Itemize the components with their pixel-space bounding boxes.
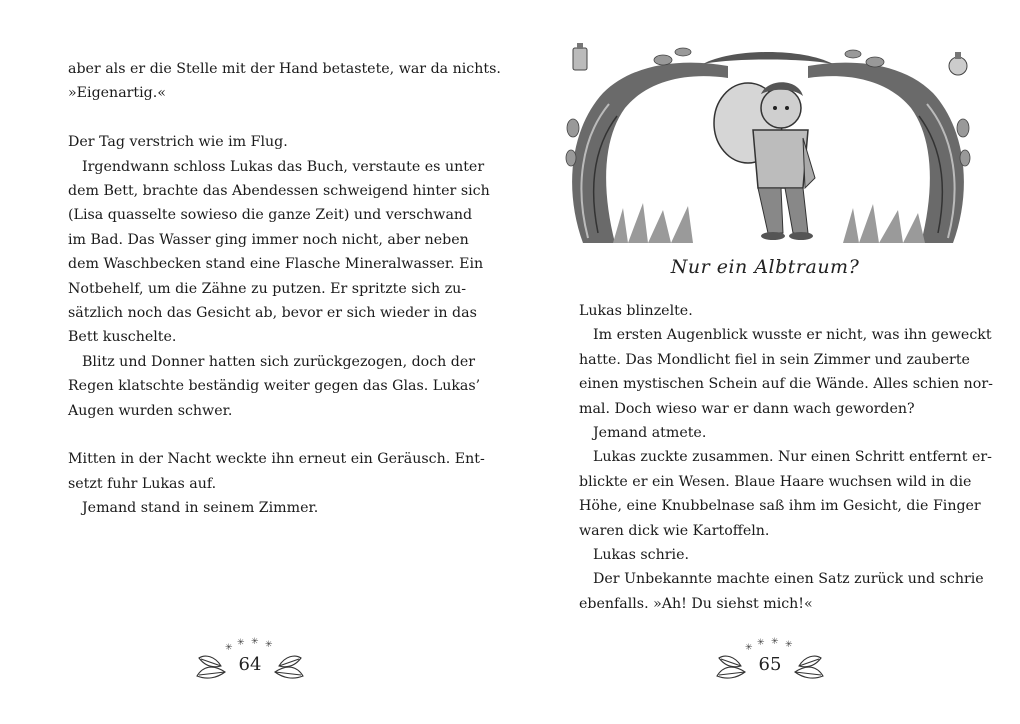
svg-text:✳: ✳ [237,638,245,648]
text-line: waren dick wie Kartoffeln. [579,522,770,539]
text-line: Lukas schrie. [593,547,689,564]
page-number: 64 [238,654,262,675]
text-line: aber als er die Stelle mit der Hand betastete, war da nichts. [68,61,501,77]
text-line: sätzlich noch das Gesicht ab, bevor er sich wieder in das [68,305,477,322]
right-page-text [579,299,993,616]
chapter-title: Nur ein Albtraum? [670,256,860,278]
blank-line [68,106,442,130]
text-line: blickte er ein Wesen. Blaue Haare wuchsen wild in die [579,473,972,490]
text-line: Bett kuschelte. [68,329,177,346]
text-line: Mitten in der Nacht weckte ihn erneut ein Geräusch. Ent- [68,451,485,468]
svg-text:✳: ✳ [757,638,765,648]
text-line: Lukas blinzelte. [579,303,693,319]
text-line: mal. Doch wieso war er dann wach geworden? [579,400,915,417]
text-line: einen mystischen Schein auf die Wände. Alles schien nor- [579,376,993,393]
right-page [510,0,1020,724]
text-line: Augen wurden schwer. [68,402,233,419]
text-line: Jemand atmete. [593,425,707,442]
chapter-illustration [553,38,983,248]
text-line: Jemand stand in seinem Zimmer. [82,500,319,517]
text-line: Regen klatschte beständig weiter gegen das Glas. Lukas’ [68,378,481,395]
svg-text:✳: ✳ [251,637,259,647]
blank-line [68,423,442,447]
svg-text:✳: ✳ [785,640,793,650]
svg-text:✳: ✳ [265,640,273,650]
text-line: (Lisa quasselte sowieso die ganze Zeit) und verschwand [68,207,473,224]
page-number-ornament [185,636,315,686]
text-line: dem Waschbecken stand eine Flasche Mineralwasser. Ein [68,256,484,273]
text-line: hatte. Das Mondlicht fiel in sein Zimmer und zauberte [579,351,970,368]
boy-figure [714,82,815,240]
svg-text:✳: ✳ [771,637,779,647]
text-line: Lukas zuckte zusammen. Nur einen Schritt entfernt er- [593,449,992,466]
text-line: »Eigenartig.« [68,85,166,102]
text-line: im Bad. Das Wasser ging immer noch nicht, aber neben [68,231,469,248]
text-line: setzt fuhr Lukas auf. [68,475,217,492]
page-number-ornament [705,636,835,686]
svg-text:✳: ✳ [745,643,753,653]
text-line: Der Tag verstrich wie im Flug. [68,134,288,151]
text-line: Der Unbekannte machte einen Satz zurück und schrie [593,571,984,588]
text-line: Notbehelf, um die Zähne zu putzen. Er spritzte sich zu- [68,280,467,297]
text-line: Höhe, eine Knubbelnase saß ihm im Gesicht, die Finger [579,498,981,515]
svg-text:✳: ✳ [225,643,233,653]
text-line: Im ersten Augenblick wusste er nicht, was ihn geweckt [593,327,992,344]
text-line: Irgendwann schloss Lukas das Buch, verstaute es unter [82,158,485,175]
text-line: ebenfalls. »Ah! Du siehst mich!« [579,595,813,612]
text-line: dem Bett, brachte das Abendessen schweigend hinter sich [68,183,490,200]
page-number: 65 [758,654,782,675]
left-page-text [68,57,501,521]
text-line: Blitz und Donner hatten sich zurückgezogen, doch der [82,353,476,370]
